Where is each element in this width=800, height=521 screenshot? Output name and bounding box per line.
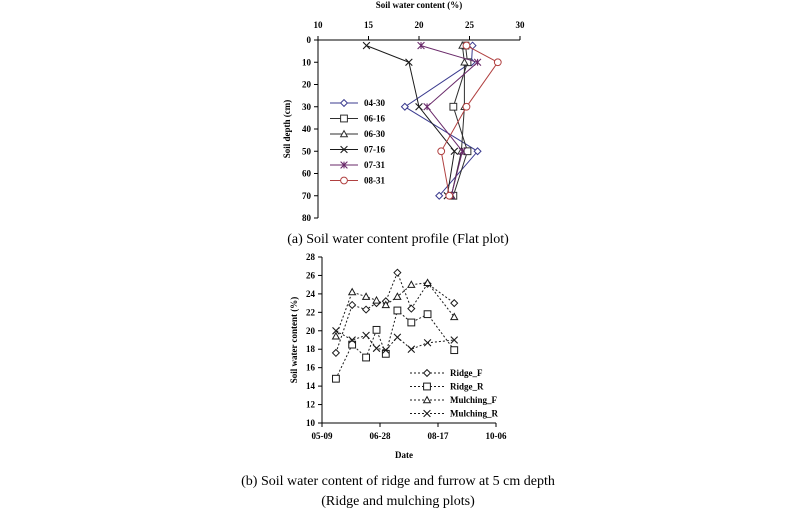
data-point-Ridge_F [394, 269, 401, 276]
data-point-06-16 [450, 103, 457, 110]
caption-b-line1: (b) Soil water content of ridge and furrow at 5 cm depth [241, 474, 555, 489]
y-tick-label: 16 [306, 362, 315, 373]
x-tick-label: 20 [414, 20, 424, 30]
legend-label-Mulching_R: Mulching_R [450, 408, 499, 419]
x-axis-title: Soil water content (%) [375, 0, 463, 10]
legend-marker-Ridge_F [424, 370, 431, 377]
data-point-08-31 [463, 42, 470, 49]
legend-label-07-16: 07-16 [364, 144, 385, 155]
x-axis-title: Date [395, 450, 413, 460]
x-tick-label: 10 [313, 20, 323, 30]
data-point-07-16 [406, 59, 413, 66]
data-point-08-31 [463, 103, 470, 110]
y-tick-label: 28 [306, 252, 315, 262]
data-point-07-31 [418, 42, 425, 49]
data-point-04-30 [401, 103, 408, 110]
data-point-Mulching_R [394, 334, 401, 341]
data-point-08-31 [494, 59, 501, 66]
y-tick-label: 22 [306, 307, 315, 318]
data-point-07-31 [424, 103, 431, 110]
data-point-Ridge_R [333, 375, 340, 382]
data-point-Ridge_F [408, 305, 415, 312]
data-point-Ridge_F [451, 300, 458, 307]
legend-label-08-31: 08-31 [364, 175, 385, 186]
data-point-Ridge_R [382, 350, 389, 357]
legend-marker-08-31 [341, 177, 348, 184]
y-tick-label: 26 [306, 270, 315, 281]
legend-label-Ridge_F: Ridge_F [450, 368, 483, 378]
legend-marker-Ridge_R [424, 383, 431, 390]
y-tick-label: 10 [306, 418, 315, 428]
x-tick-label: 25 [465, 20, 474, 30]
data-point-Mulching_R [424, 339, 431, 346]
data-point-Mulching_R [408, 346, 415, 353]
data-point-Mulching_F [408, 281, 415, 287]
series-line-08-31 [441, 46, 498, 196]
x-tick-label: 05-09 [311, 431, 333, 441]
y-tick-label: 20 [302, 79, 311, 90]
data-point-07-16 [363, 42, 370, 49]
legend-label-04-30: 04-30 [364, 98, 385, 108]
y-tick-label: 80 [302, 213, 311, 223]
data-point-Ridge_R [451, 347, 458, 354]
y-tick-label: 30 [302, 101, 311, 112]
series-line-04-30 [405, 46, 478, 196]
y-tick-label: 10 [302, 57, 311, 68]
data-point-Ridge_R [408, 319, 415, 326]
data-point-Mulching_F [349, 289, 356, 295]
y-tick-label: 24 [306, 288, 315, 299]
legend-marker-Mulching_R [424, 410, 431, 417]
caption-b-line2: (Ridge and mulching plots) [321, 494, 475, 509]
y-tick-label: 50 [302, 146, 311, 157]
legend-label-06-16: 06-16 [364, 113, 385, 124]
data-point-Ridge_R [373, 326, 380, 333]
x-tick-label: 30 [515, 20, 525, 30]
data-point-Ridge_F [349, 302, 356, 309]
legend-label-Ridge_R: Ridge_R [450, 381, 484, 392]
y-tick-label: 70 [302, 190, 311, 201]
y-tick-label: 40 [302, 124, 311, 134]
data-point-Ridge_R [363, 354, 370, 361]
data-point-Mulching_F [373, 297, 380, 303]
legend-label-Mulching_F: Mulching_F [450, 395, 498, 405]
y-axis-title: Soil water content (%) [289, 296, 299, 384]
data-point-08-31 [446, 192, 453, 199]
series-line-06-16 [453, 46, 467, 196]
data-point-Mulching_R [363, 332, 370, 339]
legend-marker-04-30 [341, 100, 348, 107]
y-tick-label: 0 [306, 35, 311, 45]
y-tick-label: 14 [306, 381, 315, 392]
data-point-07-16 [416, 103, 423, 110]
y-tick-label: 60 [302, 168, 311, 179]
legend-marker-06-16 [341, 115, 348, 122]
y-tick-label: 12 [306, 399, 315, 410]
x-tick-label: 15 [364, 20, 373, 30]
legend-label-07-31: 07-31 [364, 160, 385, 170]
data-point-Ridge_R [424, 311, 431, 318]
data-point-Ridge_F [333, 350, 340, 357]
caption-a: (a) Soil water content profile (Flat plot) [287, 232, 509, 247]
y-axis-title: Soil depth (cm) [282, 99, 292, 159]
legend-marker-Mulching_F [424, 397, 431, 403]
data-point-Ridge_R [394, 307, 401, 314]
chart-soil-profile [282, 0, 525, 223]
chart-ridge-furrow [289, 252, 507, 460]
x-tick-label: 10-06 [485, 431, 507, 441]
data-point-Mulching_F [363, 293, 370, 299]
y-tick-label: 20 [306, 325, 315, 336]
legend-label-06-30: 06-30 [364, 129, 385, 139]
x-tick-label: 06-28 [369, 431, 391, 441]
data-point-Ridge_F [363, 306, 370, 313]
x-tick-label: 08-17 [427, 431, 449, 441]
y-tick-label: 18 [306, 344, 315, 355]
data-point-08-31 [438, 148, 445, 155]
